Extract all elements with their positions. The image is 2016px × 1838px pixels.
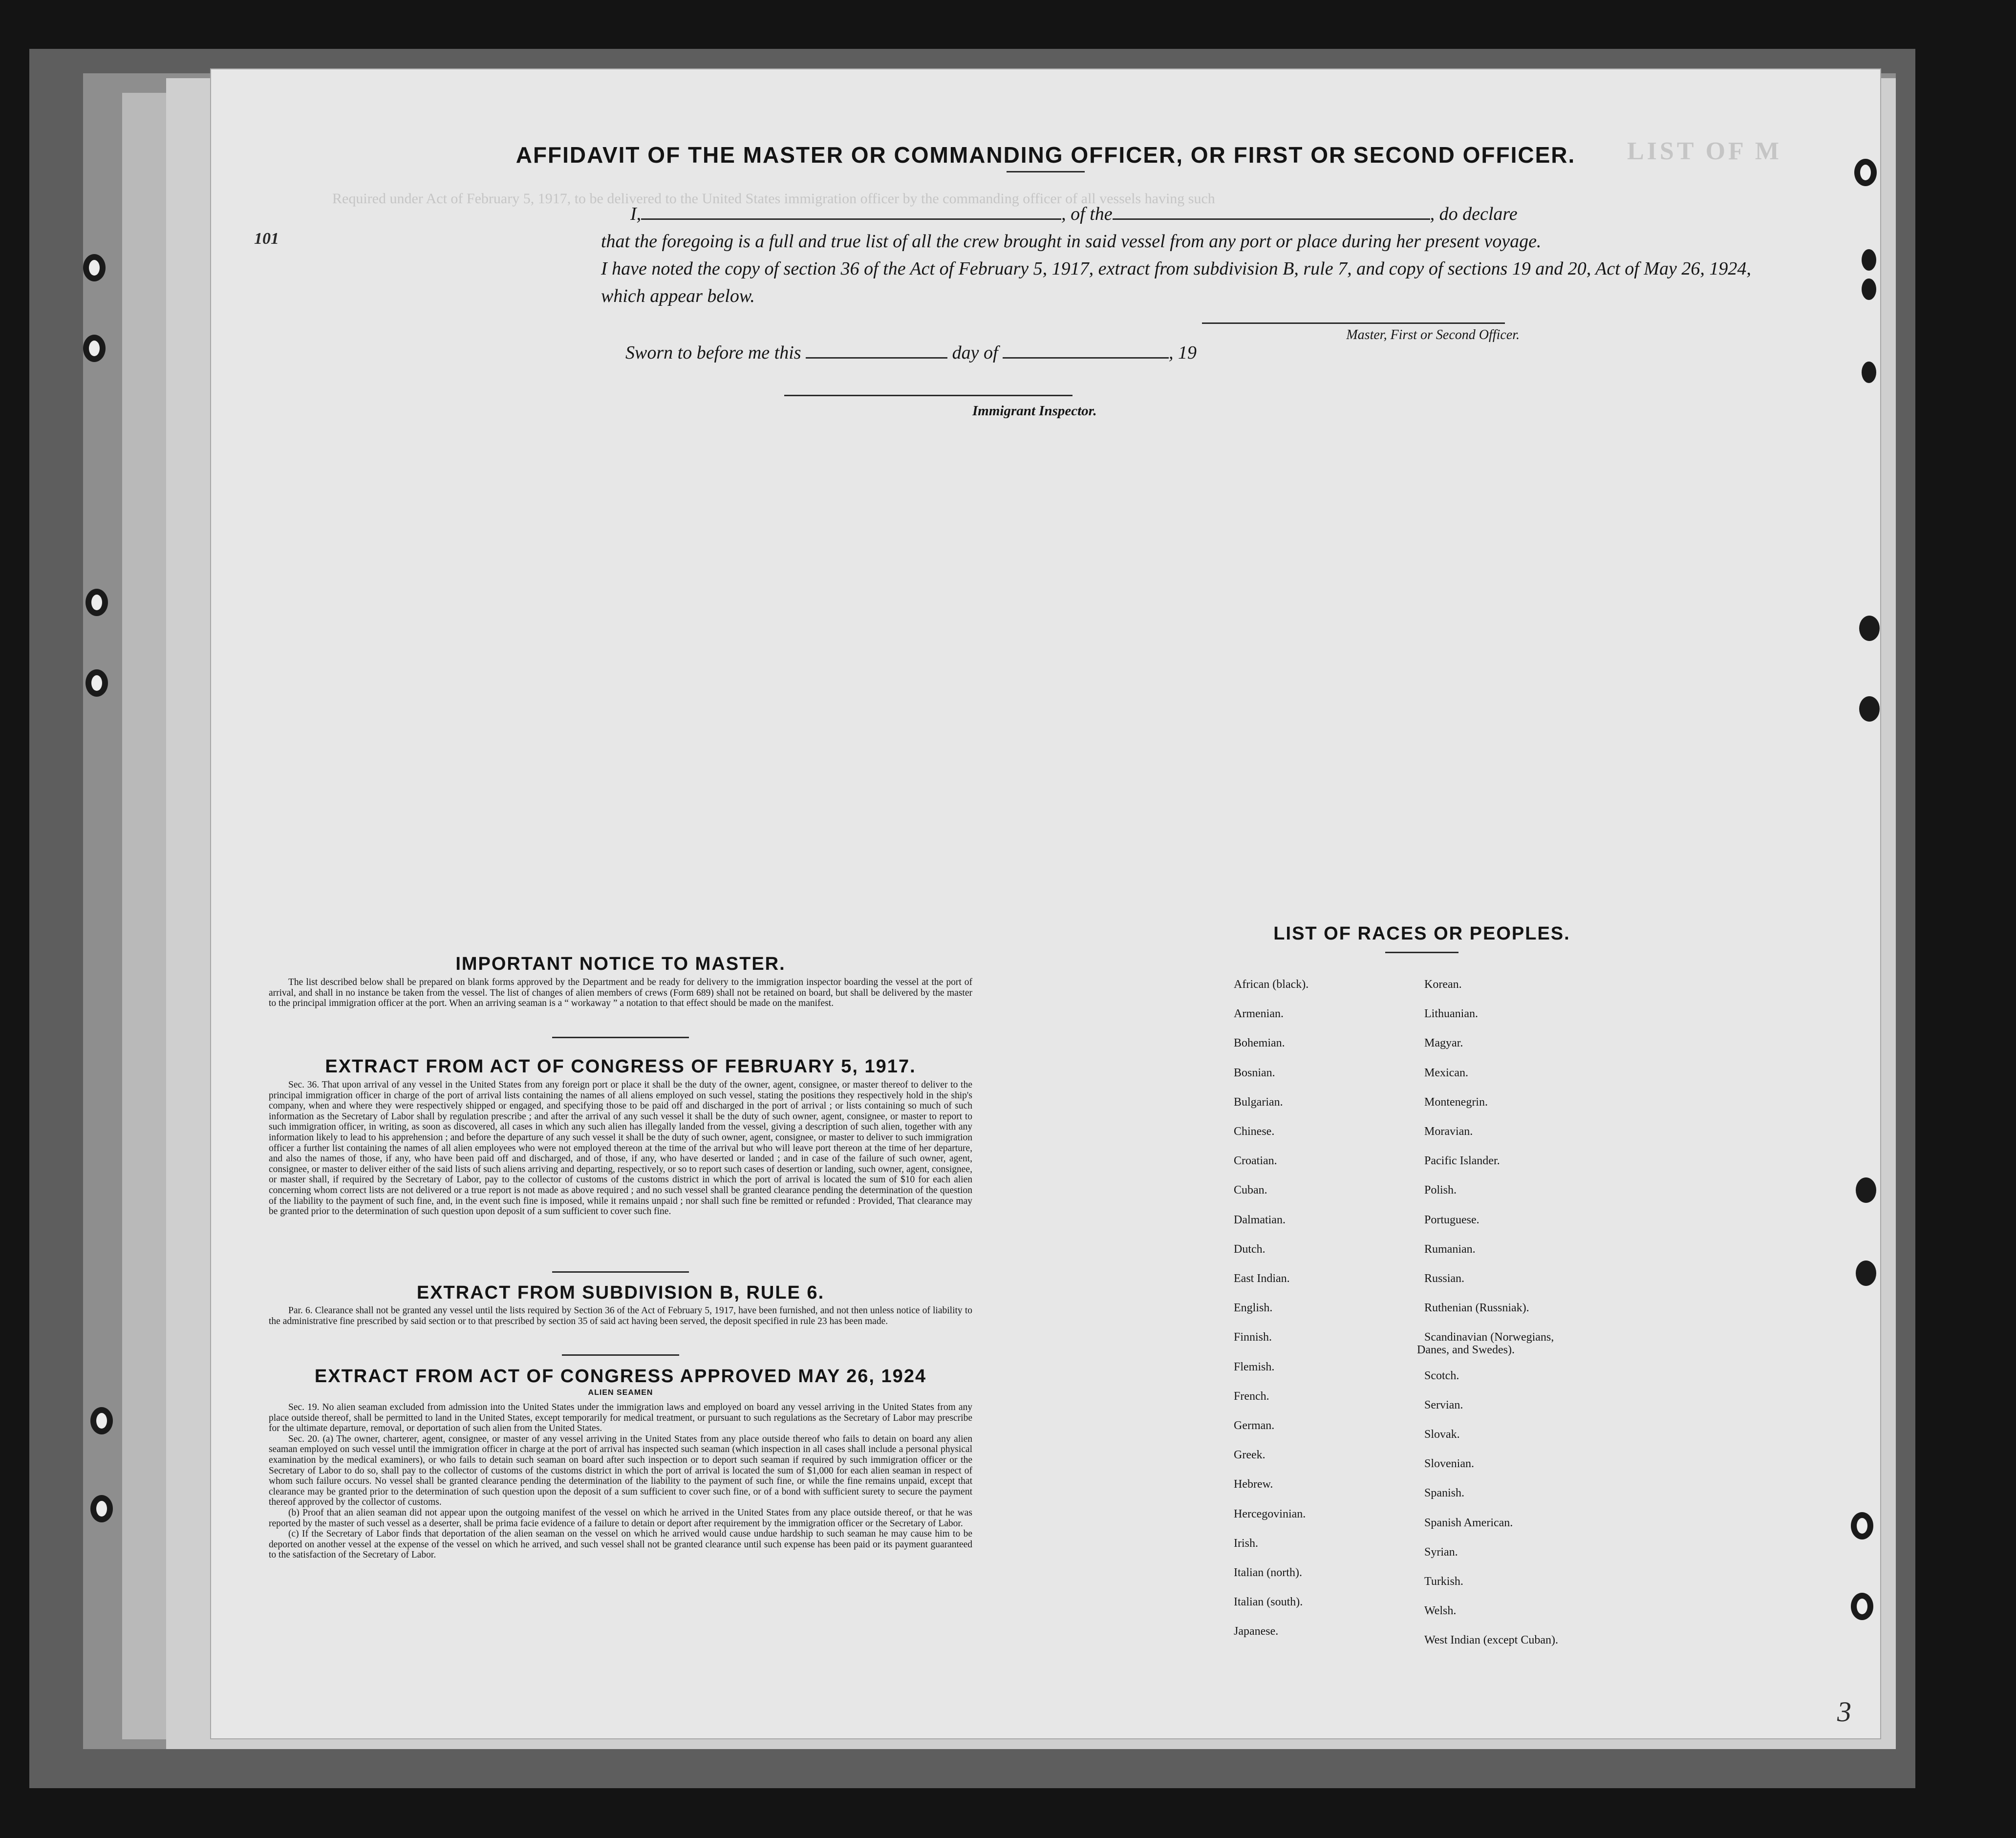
notice-paragraph: The list described below shall be prepared on blank forms approved by the Department and be ready for delivery to the immigration inspector boarding the vessel at the port of arrival, and shall in no instance be taken from the vessel. The list of changes of alien members of crews (Form 689) shall not be retained on board, but shall be delivered by the master to the principal immigration officer at the port. When an arriving seaman is a “ workaway ” a notation to that effect should be made on the manifest. (269, 977, 972, 1009)
race-item: Danes, and Swedes). (1417, 1344, 1515, 1357)
race-item: Lithuanian. (1424, 1007, 1478, 1021)
declaration-body-2: I have noted the copy of section 36 of the Act of February 5, 1917, extract from subdivision B, rule 7, and copy of sections 19 and 20, Act of May 26, 1924, which appear below. (601, 258, 1751, 306)
notice-title: IMPORTANT NOTICE TO MASTER. (455, 954, 786, 974)
race-item: Magyar. (1424, 1037, 1463, 1050)
binder-hole (1859, 616, 1880, 641)
extract-rule6-body (269, 1305, 972, 1326)
race-item: Rumanian. (1424, 1242, 1476, 1256)
race-item: Hercegovinian. (1234, 1507, 1306, 1520)
race-item: Bosnian. (1234, 1066, 1275, 1079)
bleed-through-text: LIST OF M (1627, 137, 1782, 165)
race-item: Mexican. (1424, 1066, 1468, 1079)
race-item: East Indian. (1234, 1272, 1290, 1285)
sworn-month-blank[interactable] (1003, 357, 1169, 359)
inspector-label: Immigrant Inspector. (972, 403, 1097, 419)
race-item: Scandinavian (Norwegians, (1424, 1331, 1554, 1344)
divider (552, 1271, 689, 1273)
binder-hole (1859, 696, 1880, 722)
signature-line[interactable] (1202, 322, 1505, 324)
race-item: English. (1234, 1302, 1273, 1315)
race-item: Croatian. (1234, 1154, 1277, 1168)
affidavit-page (210, 68, 1881, 1739)
alien-seamen-subtitle: ALIEN SEAMEN (588, 1389, 653, 1397)
race-item: Turkish. (1424, 1575, 1463, 1588)
section-20c-paragraph: (c) If the Secretary of Labor finds that deportation of the alien seaman on the vessel on which he arrived would cause undue hardship to such seaman he may cause him to be deported on another vessel at the expense of the vessel on which he arrived, and such vessel shall not be granted clearance until such expense has been paid or its payment guaranteed to the satisfaction of the Secretary of Labor. (269, 1529, 972, 1560)
race-item: Polish. (1424, 1184, 1457, 1197)
notice-body (269, 977, 972, 1009)
race-item: Syrian. (1424, 1545, 1458, 1559)
race-item: Scotch. (1424, 1369, 1459, 1382)
race-item: Bohemian. (1234, 1037, 1285, 1050)
race-item: Irish. (1234, 1537, 1258, 1550)
race-item: German. (1234, 1419, 1275, 1432)
race-item: French. (1234, 1389, 1269, 1403)
race-item: Armenian. (1234, 1007, 1284, 1021)
race-item: Flemish. (1234, 1360, 1275, 1373)
race-item: Slovenian. (1424, 1457, 1474, 1471)
declaration-line (601, 200, 1754, 228)
race-item: Finnish. (1234, 1331, 1272, 1344)
race-item: Hebrew. (1234, 1478, 1273, 1491)
section-19-paragraph: Sec. 19. No alien seaman excluded from admission into the United States under the immigration laws and employed on board any vessel arriving in the United States from any place outside thereof, shall be permitted to land in the United States, except temporarily for medical treatment, or pursuant to such regulations as the Secretary of Labor may prescribe for the ultimate departure, removal, or deportation of such alien from the United States. (269, 1402, 972, 1434)
binder-hole (1856, 1177, 1876, 1203)
divider (1007, 171, 1085, 172)
bleed-through-text: Required under Act of February 5, 1917, to be delivered to the United States immigration officer by the commanding officer of all vessels having such (332, 191, 1215, 207)
race-item: Slovak. (1424, 1428, 1460, 1441)
affidavit-text (601, 200, 1754, 310)
rule6-paragraph: Par. 6. Clearance shall not be granted any vessel until the lists required by Section 36 of the Act of February 5, 1917, have been furnished, and not then unless notice of liability to the administrative fine prescribed by said section or to that prescribed by section 35 of said act having been served, the deposit specified in rule 23 has been made. (269, 1305, 972, 1326)
binder-hole (1862, 249, 1876, 271)
affidavit-title: AFFIDAVIT OF THE MASTER OR COMMANDING OFFICER, OR FIRST OR SECOND OFFICER. (515, 142, 1576, 168)
section-36-paragraph: Sec. 36. That upon arrival of any vessel in the United States from any foreign port or place it shall be the duty of the owner, agent, consignee, or master thereof to deliver to the principal immigration officer in charge of the port of arrival lists containing the names of all aliens employed on such vessel, stating the positions they respectively hold in the ship's company, when and where they were respectively shipped or engaged, and specifying those to be paid off and discharged in the port of arrival ; or lists containing so much of such information as the Secretary of Labor shall by regulation prescribe ; and after the arrival of any such vessel it shall be the duty of such owner, agent, consignee, or master to report to such immigration officer, in writing, as soon as discovered, all cases in which any such alien has illegally landed from the vessel, giving a description of such alien, together with any information likely to lead to his apprehension ; and before the departure of any such vessel it shall be the duty of such owner, agent, consignee, or master to deliver to such immigration officer a further list containing the names of all alien employees who were not employed thereon at the time of the arrival but who will leave port thereon at the time of her departure, and also the names of those, if any, who have been paid off and discharged, and of those, if any, who have deserted or landed ; and in case of the failure of such owner, agent, consignee, or master to deliver either of the said lists of such aliens arriving and departing, respectively, or so to report such cases of desertion or landing, such owner, agent, consignee, or master shall, if required by the Secretary of Labor, pay to the collector of customs of the customs district in which the port of arrival is located the sum of $10 for each alien concerning whom correct lists are not delivered or a true report is not made as above required ; and no such vessel shall be granted clearance pending the determination of the question of the liability to the payment of such fine, and, in the event such fine is imposed, while it remains unpaid ; nor shall such fine be remitted or refunded : Provided, That clearance may be granted prior to the determination of such question upon deposit of a sum sufficient to cover such fine. (269, 1080, 972, 1217)
binder-hole (1856, 1261, 1876, 1286)
binder-hole (86, 589, 108, 616)
section-20a-paragraph: Sec. 20. (a) The owner, charterer, agent, consignee, or master of any vessel arriving in the United States from any place outside thereof who fails to detain on board any alien seaman employed on such vessel until the immigration officer in charge at the port of arrival has inspected such seaman (which inspection in all cases shall include a personal physical examination by the medical examiners), or who fails to detain such seaman on board after such inspection or to deport such seaman if required by such immigration officer or the Secretary of Labor to do so, shall pay to the collector of customs of the customs district in which the port of arrival is located the sum of $1,000 for each alien seaman in respect of whom such failure occurs. No vessel shall be granted clearance pending the determination of the liability to the payment of such fine, or while the fine remains unpaid, except that clearance may be granted prior to the determination of such question upon the deposit of a sum sufficient to cover such fine, or of a bond with sufficient surety to secure the payment thereof approved by the collector of customs. (269, 1433, 972, 1508)
race-item: Servian. (1424, 1398, 1463, 1411)
divider (552, 1037, 689, 1038)
extract-1924-body (269, 1402, 972, 1560)
race-item: Spanish. (1424, 1487, 1465, 1500)
sworn-day-blank[interactable] (806, 357, 947, 359)
race-item: Montenegrin. (1424, 1095, 1488, 1109)
binder-hole (90, 1495, 113, 1522)
divider (1385, 952, 1458, 953)
race-item: Italian (north). (1234, 1566, 1302, 1579)
declarant-name-blank[interactable] (641, 218, 1061, 220)
sworn-prefix: Sworn to before me this (625, 342, 801, 363)
binder-hole (86, 669, 108, 697)
handwritten-page-number: 3 (1837, 1696, 1851, 1728)
binder-hole (83, 254, 106, 281)
extract-1917-body (269, 1080, 972, 1217)
signature-label: Master, First or Second Officer. (1346, 327, 1520, 342)
inspector-signature-line[interactable] (784, 395, 1072, 396)
races-title: LIST OF RACES OR PEOPLES. (1273, 923, 1570, 944)
year-prefix: , 19 (1169, 342, 1197, 363)
sworn-line (625, 342, 1197, 363)
race-item: Greek. (1234, 1449, 1265, 1462)
vessel-name-blank[interactable] (1113, 218, 1430, 220)
race-item: African (black). (1234, 978, 1309, 991)
binder-hole (83, 335, 106, 362)
vessel-prefix: , of the (1061, 204, 1113, 224)
binder-hole (1851, 1593, 1873, 1620)
race-item: Dalmatian. (1234, 1213, 1286, 1226)
race-item: Pacific Islander. (1424, 1154, 1500, 1168)
race-item: Japanese. (1234, 1625, 1279, 1638)
day-of-text: day of (952, 342, 998, 363)
binder-hole (1851, 1512, 1873, 1539)
race-item: Chinese. (1234, 1125, 1275, 1138)
race-item: Bulgarian. (1234, 1095, 1283, 1109)
declare-text: , do declare (1430, 204, 1518, 224)
binder-hole (1862, 362, 1876, 383)
race-item: Portuguese. (1424, 1213, 1480, 1226)
handwritten-margin-mark: 101 (254, 230, 279, 248)
race-item: Moravian. (1424, 1125, 1473, 1138)
extract-rule6-title: EXTRACT FROM SUBDIVISION B, RULE 6. (416, 1282, 825, 1303)
race-item: Ruthenian (Russniak). (1424, 1302, 1529, 1315)
binder-hole (1862, 278, 1876, 300)
declarant-prefix: I, (630, 204, 642, 224)
declaration-body: that the foregoing is a full and true list of all the crew brought in said vessel from any port or place during her present voyage. (601, 231, 1542, 252)
race-item: Italian (south). (1234, 1596, 1303, 1609)
race-item: West Indian (except Cuban). (1424, 1634, 1558, 1647)
binder-hole (90, 1407, 113, 1434)
race-item: Russian. (1424, 1272, 1465, 1285)
race-item: Dutch. (1234, 1242, 1265, 1256)
race-item: Spanish American. (1424, 1516, 1513, 1529)
race-item: Welsh. (1424, 1604, 1457, 1618)
divider (562, 1354, 679, 1356)
race-item: Korean. (1424, 978, 1462, 991)
section-20b-paragraph: (b) Proof that an alien seaman did not appear upon the outgoing manifest of the vessel on which he arrived in the United States from any place outside thereof, or that he was reported by the master of such vessel as a deserter, shall be prima facie evidence of a failure to detain or deport after requirement by the immigration officer or the Secretary of Labor. (269, 1507, 972, 1529)
extract-1917-title: EXTRACT FROM ACT OF CONGRESS OF FEBRUARY 5, 1917. (325, 1056, 916, 1077)
race-item: Cuban. (1234, 1184, 1267, 1197)
extract-1924-title: EXTRACT FROM ACT OF CONGRESS APPROVED MAY 26, 1924 (314, 1366, 927, 1387)
